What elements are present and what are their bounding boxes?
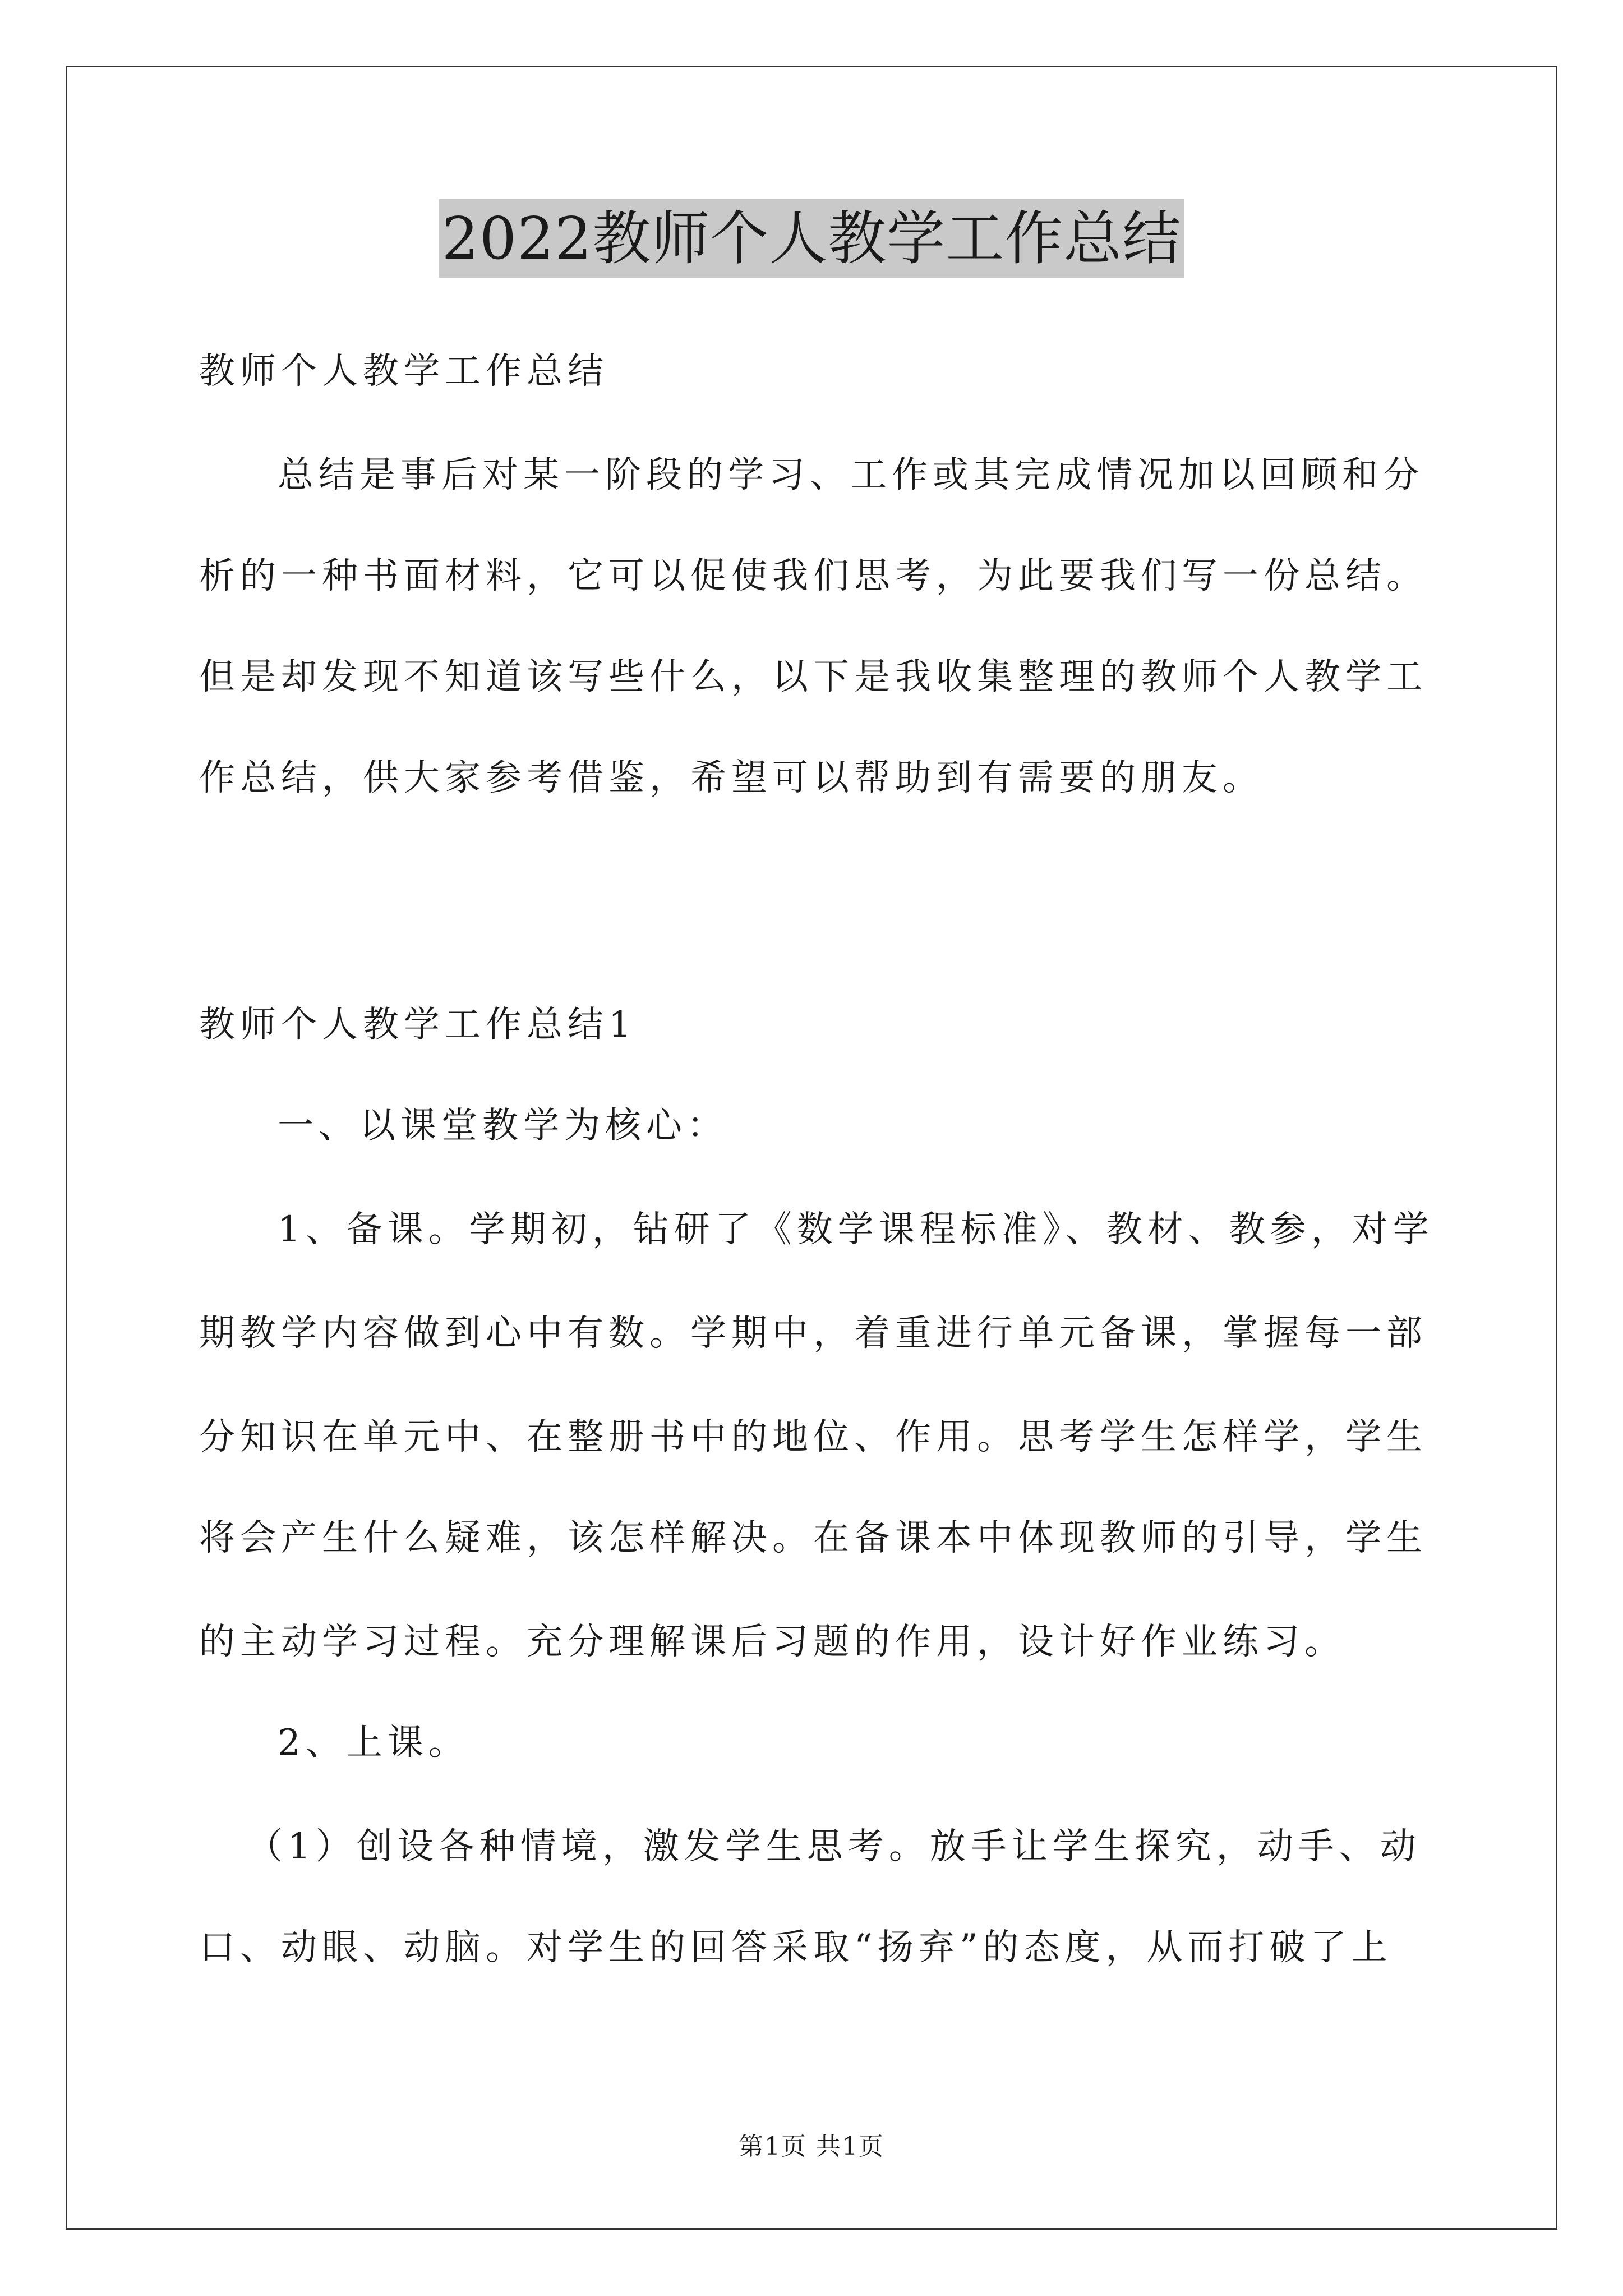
intro-line: 总结是事后对某一阶段的学习、工作或其完成情况加以回顾和分: [278, 454, 1424, 496]
class-line: （1）创设各种情境，激发学生思考。放手让学生探究，动手、动: [247, 1826, 1421, 1867]
prep-line: 将会产生什么疑难，该怎样解决。在备课本中体现教师的引导，学生: [199, 1517, 1427, 1559]
prep-line: 的主动学习过程。充分理解课后习题的作用，设计好作业练习。: [199, 1621, 1345, 1663]
class-line: 口、动眼、动脑。对学生的回答采取“扬弃”的态度，从而打破了上: [199, 1927, 1393, 1968]
intro-line: 析的一种书面材料，它可以促使我们思考，为此要我们写一份总结。: [199, 555, 1427, 597]
document-subtitle: 教师个人教学工作总结: [199, 351, 608, 392]
intro-line: 作总结，供大家参考借鉴，希望可以帮助到有需要的朋友。: [199, 757, 1264, 799]
class-heading: 2、上课。: [278, 1722, 469, 1764]
title-container: [0, 199, 1623, 278]
document-title: 2022教师个人教学工作总结: [439, 199, 1185, 278]
prep-line: 期教学内容做到心中有数。学期中，着重进行单元备课，掌握每一部: [199, 1313, 1427, 1354]
prep-line: 1、备课。学期初，钻研了《数学课程标准》、教材、教参，对学: [278, 1209, 1434, 1250]
page-footer: 第1页 共1页: [739, 2132, 884, 2161]
intro-line: 但是却发现不知道该写些什么，以下是我收集整理的教师个人教学工: [199, 656, 1427, 698]
section-heading: 教师个人教学工作总结1: [199, 1004, 637, 1046]
prep-line: 分知识在单元中、在整册书中的地位、作用。思考学生怎样学，学生: [199, 1416, 1427, 1458]
point-heading: 一、以课堂教学为核心：: [278, 1105, 728, 1147]
